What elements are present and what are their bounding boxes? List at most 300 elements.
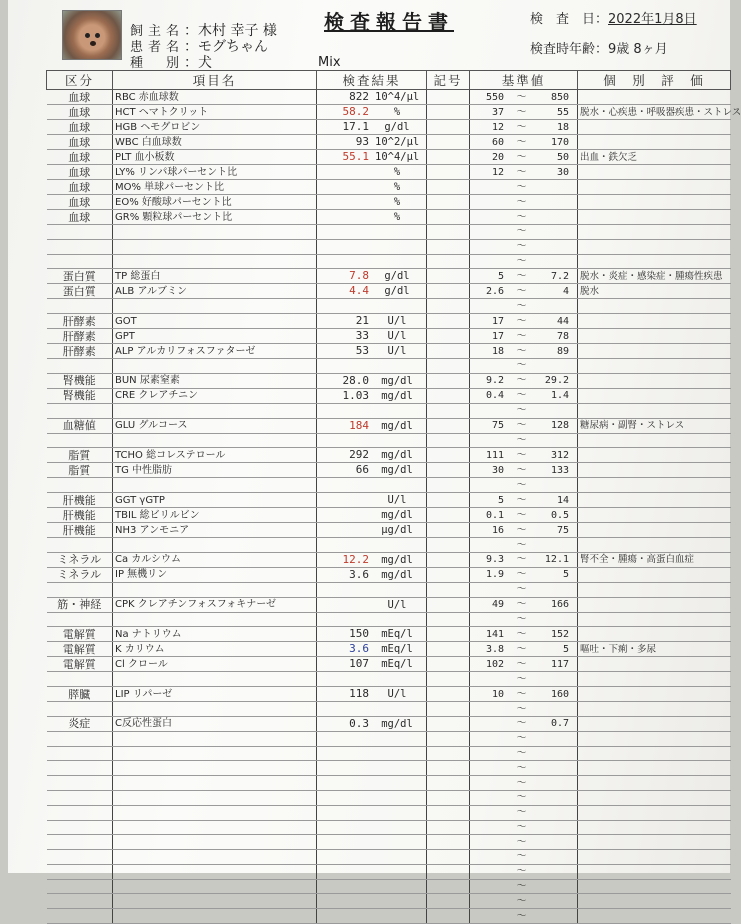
mark-cell: [427, 746, 470, 761]
item-name-cell: [113, 850, 317, 865]
reference-cell: [470, 373, 578, 388]
evaluation-cell: [578, 835, 731, 850]
range-separator: ～: [516, 196, 527, 208]
category-cell: 電解質: [47, 627, 113, 642]
mark-cell: [427, 879, 470, 894]
mark-cell: [427, 299, 470, 314]
table-row: [47, 731, 731, 746]
patient-name: ：モグちゃん: [184, 39, 269, 55]
mark-cell: [427, 314, 470, 329]
exam-date-label: 検 査 日：: [530, 12, 609, 27]
mark-cell: [427, 657, 470, 672]
result-cell: [317, 105, 427, 120]
range-separator: ～: [516, 494, 527, 506]
mark-cell: [427, 523, 470, 538]
evaluation-cell: [578, 894, 731, 909]
result-cell: [317, 269, 427, 284]
result-cell: [317, 761, 427, 776]
item-name-cell: [113, 746, 317, 761]
reference-low: [476, 300, 504, 313]
unit-value: mg/dl: [381, 464, 413, 477]
mark-cell: [427, 478, 470, 493]
category-cell: 蛋白質: [47, 269, 113, 284]
reference-low: [476, 732, 504, 745]
item-name-cell: [113, 791, 317, 806]
unit-value: mg/dl: [381, 717, 413, 730]
reference-low: [476, 806, 504, 819]
evaluation-cell: [578, 299, 731, 314]
table-row: [47, 314, 731, 329]
reference-cell: [470, 731, 578, 746]
mark-cell: [427, 850, 470, 865]
reference-low: [476, 539, 504, 552]
breed-value: Mix: [318, 55, 341, 70]
evaluation-cell: [578, 403, 731, 418]
result-cell: [317, 567, 427, 582]
reference-low: [476, 434, 504, 447]
unit-value: mEq/l: [381, 658, 413, 671]
reference-low: [476, 240, 504, 253]
category-cell: [47, 433, 113, 448]
table-row: [47, 805, 731, 820]
mark-cell: [427, 820, 470, 835]
table-row: [47, 567, 731, 582]
category-cell: [47, 909, 113, 924]
reference-low: [476, 703, 504, 716]
unit-value: mg/dl: [381, 568, 413, 581]
reference-cell: [470, 791, 578, 806]
reference-low: [476, 747, 504, 760]
reference-high: 78: [556, 330, 569, 342]
range-separator: ～: [516, 479, 527, 491]
range-separator: ～: [516, 211, 527, 223]
reference-high: [539, 479, 569, 492]
reference-high: [539, 673, 569, 686]
mark-cell: [427, 120, 470, 135]
reference-cell: [470, 210, 578, 225]
result-cell: [317, 120, 427, 135]
item-name-cell: [113, 731, 317, 746]
range-separator: ～: [516, 821, 527, 833]
evaluation-cell: [578, 879, 731, 894]
result-value: 107: [349, 657, 369, 671]
table-row: [47, 284, 731, 299]
mark-cell: [427, 225, 470, 240]
category-cell: 肝酵素: [47, 344, 113, 359]
range-separator: ～: [516, 315, 527, 327]
category-cell: [47, 850, 113, 865]
result-cell: [317, 239, 427, 254]
item-name-cell: [113, 582, 317, 597]
reference-cell: [470, 448, 578, 463]
header-category: 区分: [47, 71, 113, 90]
mark-cell: [427, 254, 470, 269]
reference-high: [539, 613, 569, 626]
reference-low: 18: [491, 345, 504, 357]
reference-low: 16: [491, 524, 504, 536]
range-separator: ～: [516, 718, 527, 730]
table-row: [47, 523, 731, 538]
range-separator: ～: [516, 539, 527, 551]
report-sheet: [8, 0, 741, 922]
reference-low: [476, 181, 504, 194]
reference-high: [539, 777, 569, 790]
report-title: 検査報告書: [324, 10, 454, 34]
category-cell: [47, 820, 113, 835]
evaluation-cell: [578, 180, 731, 195]
mark-cell: [427, 284, 470, 299]
reference-high: [539, 880, 569, 893]
item-name-cell: TP 総蛋白: [113, 269, 317, 284]
evaluation-cell: [578, 433, 731, 448]
result-cell: [317, 433, 427, 448]
unit-value: U/l: [387, 345, 407, 358]
item-name-cell: [113, 820, 317, 835]
result-cell: [317, 90, 427, 105]
item-name-cell: Na ナトリウム: [113, 627, 317, 642]
reference-high: [539, 434, 569, 447]
category-cell: 血球: [47, 210, 113, 225]
result-cell: [317, 850, 427, 865]
mark-cell: [427, 776, 470, 791]
reference-cell: [470, 627, 578, 642]
category-cell: 肝機能: [47, 523, 113, 538]
evaluation-cell: [578, 567, 731, 582]
reference-high: 7.2: [550, 270, 569, 282]
result-cell: [317, 478, 427, 493]
reference-cell: [470, 150, 578, 165]
category-cell: [47, 403, 113, 418]
range-separator: ～: [516, 509, 527, 521]
result-cell: [317, 552, 427, 567]
item-name-cell: GR% 顆粒球パーセント比: [113, 210, 317, 225]
category-cell: [47, 254, 113, 269]
result-cell: [317, 523, 427, 538]
reference-high: 160: [550, 688, 569, 700]
range-separator: ～: [516, 614, 527, 626]
result-cell: [317, 642, 427, 657]
mark-cell: [427, 105, 470, 120]
mark-cell: [427, 239, 470, 254]
reference-cell: [470, 284, 578, 299]
reference-cell: [470, 909, 578, 924]
mark-cell: [427, 150, 470, 165]
exam-date-row: [530, 8, 697, 27]
result-cell: [317, 314, 427, 329]
unit-value: %: [393, 166, 401, 178]
range-separator: ～: [516, 91, 527, 103]
result-value: 0.3: [349, 716, 369, 730]
evaluation-cell: [578, 805, 731, 820]
reference-cell: [470, 344, 578, 359]
reference-cell: [470, 254, 578, 269]
category-cell: 筋・神経: [47, 597, 113, 612]
item-name-cell: [113, 776, 317, 791]
result-cell: [317, 672, 427, 687]
range-separator: ～: [516, 792, 527, 804]
category-cell: 脂質: [47, 448, 113, 463]
evaluation-cell: [578, 135, 731, 150]
reference-high: 30: [556, 166, 569, 178]
result-cell: [317, 463, 427, 478]
evaluation-cell: [578, 627, 731, 642]
evaluation-cell: [578, 508, 731, 523]
reference-low: [476, 717, 504, 730]
result-value: 1.03: [342, 388, 369, 402]
reference-high: 170: [550, 136, 569, 148]
evaluation-cell: [578, 672, 731, 687]
range-separator: ～: [516, 658, 527, 670]
category-cell: 血糖値: [47, 418, 113, 433]
reference-low: [476, 404, 504, 417]
reference-low: 12: [491, 166, 504, 178]
evaluation-cell: [578, 448, 731, 463]
evaluation-cell: [578, 463, 731, 478]
item-name-cell: TBIL 総ビリルビン: [113, 508, 317, 523]
result-cell: [317, 493, 427, 508]
table-row: [47, 909, 731, 924]
result-cell: [317, 210, 427, 225]
table-row: [47, 627, 731, 642]
category-cell: 血球: [47, 105, 113, 120]
item-name-cell: TG 中性脂肪: [113, 463, 317, 478]
reference-cell: [470, 716, 578, 731]
item-name-cell: GOT: [113, 314, 317, 329]
evaluation-cell: [578, 90, 731, 105]
item-name-cell: Cl クロール: [113, 657, 317, 672]
reference-low: [476, 359, 504, 372]
reference-high: [539, 225, 569, 238]
reference-low: [476, 225, 504, 238]
table-row: [47, 329, 731, 344]
table-row: [47, 894, 731, 909]
table-row: [47, 835, 731, 850]
reference-high: 152: [550, 628, 569, 640]
result-cell: [317, 820, 427, 835]
evaluation-cell: [578, 687, 731, 702]
table-row: [47, 373, 731, 388]
unit-value: g/dl: [384, 285, 410, 298]
range-separator: ～: [516, 733, 527, 745]
table-row: [47, 672, 731, 687]
result-value: 822: [349, 90, 369, 103]
age-value: 9歳 8ヶ月: [608, 42, 668, 57]
result-cell: [317, 835, 427, 850]
mark-cell: [427, 359, 470, 374]
reference-low: 17: [491, 315, 504, 327]
result-cell: [317, 716, 427, 731]
range-separator: ～: [516, 420, 527, 432]
category-cell: 血球: [47, 195, 113, 210]
item-name-cell: TCHO 総コレステロール: [113, 448, 317, 463]
mark-cell: [427, 791, 470, 806]
range-separator: ～: [516, 181, 527, 193]
reference-cell: [470, 879, 578, 894]
mark-cell: [427, 388, 470, 403]
table-row: [47, 195, 731, 210]
category-cell: [47, 746, 113, 761]
header-mark: 記号: [427, 71, 470, 90]
unit-value: mg/dl: [381, 449, 413, 462]
evaluation-cell: [578, 746, 731, 761]
category-cell: 脂質: [47, 463, 113, 478]
evaluation-cell: 脱水: [578, 284, 731, 299]
mark-cell: [427, 433, 470, 448]
reference-cell: [470, 835, 578, 850]
evaluation-cell: [578, 523, 731, 538]
result-cell: [317, 150, 427, 165]
item-name-cell: HGB ヘモグロビン: [113, 120, 317, 135]
range-separator: ～: [516, 836, 527, 848]
reference-high: 4: [562, 285, 569, 297]
table-row: [47, 388, 731, 403]
range-separator: ～: [516, 449, 527, 461]
reference-cell: [470, 403, 578, 418]
owner-name: ：木村 幸子 様: [184, 23, 277, 39]
evaluation-cell: 嘔吐・下痢・多尿: [578, 642, 731, 657]
category-cell: [47, 864, 113, 879]
reference-low: 5: [497, 494, 504, 506]
range-separator: ～: [516, 270, 527, 282]
reference-cell: [470, 478, 578, 493]
reference-low: 550: [485, 91, 504, 103]
evaluation-cell: [578, 538, 731, 553]
evaluation-cell: [578, 120, 731, 135]
reference-cell: [470, 672, 578, 687]
mark-cell: [427, 835, 470, 850]
item-name-cell: GPT: [113, 329, 317, 344]
mark-cell: [427, 448, 470, 463]
item-name-cell: [113, 909, 317, 924]
reference-low: [476, 479, 504, 492]
result-value: 58.2: [342, 105, 369, 118]
reference-high: 5: [562, 569, 569, 581]
result-cell: [317, 359, 427, 374]
reference-high: 850: [550, 91, 569, 103]
range-separator: ～: [516, 880, 527, 892]
category-cell: 肝機能: [47, 508, 113, 523]
mark-cell: [427, 597, 470, 612]
result-cell: [317, 687, 427, 702]
range-separator: ～: [516, 151, 527, 163]
category-cell: 腎機能: [47, 373, 113, 388]
reference-cell: [470, 894, 578, 909]
table-row: [47, 552, 731, 567]
result-cell: [317, 879, 427, 894]
reference-high: 133: [550, 464, 569, 476]
result-value: 33: [355, 329, 369, 343]
category-cell: ミネラル: [47, 552, 113, 567]
reference-high: 5: [562, 643, 569, 655]
reference-high: 12.1: [544, 554, 569, 566]
evaluation-cell: [578, 582, 731, 597]
category-cell: 血球: [47, 180, 113, 195]
range-separator: ～: [516, 748, 527, 760]
reference-high: 50: [556, 151, 569, 163]
range-separator: ～: [516, 241, 527, 253]
range-separator: ～: [516, 226, 527, 238]
category-cell: 血球: [47, 135, 113, 150]
reference-high: 14: [556, 494, 569, 506]
result-cell: [317, 746, 427, 761]
table-row: [47, 403, 731, 418]
category-cell: 血球: [47, 120, 113, 135]
results-table: [46, 70, 741, 924]
evaluation-cell: [578, 225, 731, 240]
reference-cell: [470, 657, 578, 672]
range-separator: ～: [516, 628, 527, 640]
reference-low: [476, 255, 504, 268]
range-separator: ～: [516, 643, 527, 655]
reference-low: 30: [491, 464, 504, 476]
reference-cell: [470, 687, 578, 702]
table-row: [47, 820, 731, 835]
category-cell: [47, 672, 113, 687]
category-cell: [47, 582, 113, 597]
result-cell: [317, 180, 427, 195]
reference-low: 75: [491, 420, 504, 432]
reference-high: 44: [556, 315, 569, 327]
item-name-cell: LIP リパーゼ: [113, 687, 317, 702]
reference-low: 12: [491, 121, 504, 133]
header-reference: 基準値: [470, 71, 578, 90]
item-name-cell: [113, 672, 317, 687]
reference-cell: [470, 180, 578, 195]
species-label: 種 別: [130, 56, 185, 71]
evaluation-cell: [578, 493, 731, 508]
table-row: [47, 791, 731, 806]
reference-cell: [470, 359, 578, 374]
table-row: [47, 478, 731, 493]
item-name-cell: [113, 761, 317, 776]
unit-value: 10^2/μl: [375, 136, 420, 148]
result-value: 17.1: [342, 120, 369, 133]
reference-low: [476, 836, 504, 849]
category-cell: [47, 894, 113, 909]
table-row: [47, 105, 731, 120]
table-row: [47, 687, 731, 702]
category-cell: [47, 359, 113, 374]
result-cell: [317, 612, 427, 627]
item-name-cell: CPK クレアチンフォスフォキナーゼ: [113, 597, 317, 612]
category-cell: 血球: [47, 165, 113, 180]
mark-cell: [427, 761, 470, 776]
item-name-cell: IP 無機リン: [113, 567, 317, 582]
category-cell: [47, 805, 113, 820]
reference-low: 49: [491, 599, 504, 611]
mark-cell: [427, 210, 470, 225]
mark-cell: [427, 642, 470, 657]
result-value: 118: [349, 687, 369, 701]
reference-high: [539, 895, 569, 908]
mark-cell: [427, 716, 470, 731]
result-value: 12.2: [342, 552, 369, 566]
range-separator: ～: [516, 554, 527, 566]
item-name-cell: Ca カルシウム: [113, 552, 317, 567]
result-cell: [317, 627, 427, 642]
reference-high: [539, 181, 569, 194]
item-name-cell: K カリウム: [113, 642, 317, 657]
table-row: [47, 538, 731, 553]
item-name-cell: [113, 538, 317, 553]
dog-photo: [62, 10, 122, 60]
category-cell: [47, 239, 113, 254]
result-cell: [317, 702, 427, 717]
mark-cell: [427, 627, 470, 642]
range-separator: ～: [516, 166, 527, 178]
reference-low: [476, 673, 504, 686]
item-name-cell: GGT γGTP: [113, 493, 317, 508]
